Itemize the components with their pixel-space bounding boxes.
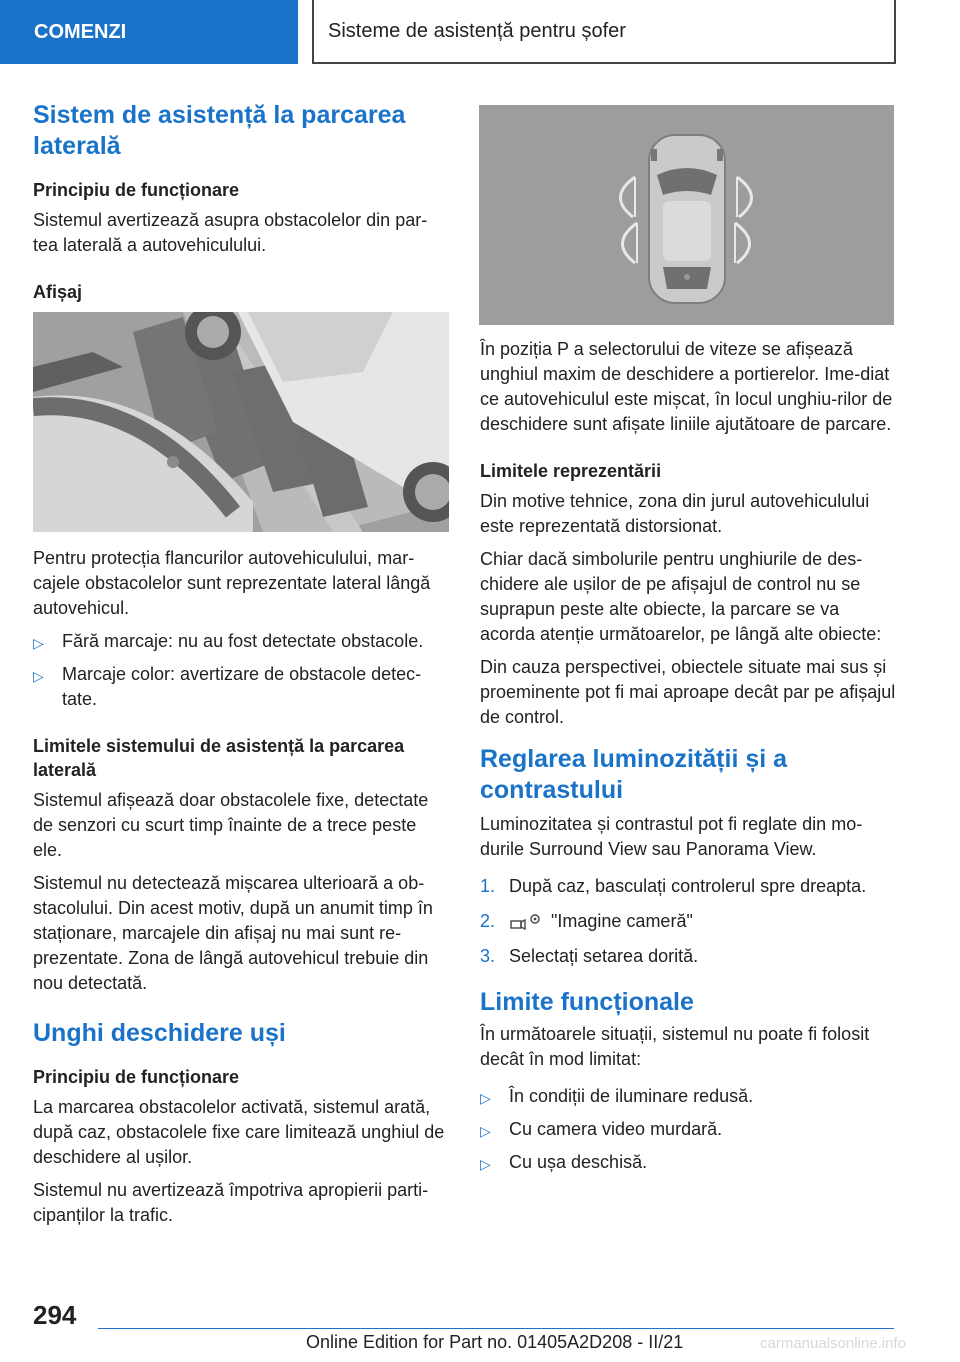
paragraph-limits-2: Sistemul nu detectează mișcarea ulterioară a ob-stacolului. Din acest motiv, după un anumit timp în staționare, marcajele din afișaj nu mai sunt re-prezentate. Zona de lângă autovehicul trebuie din nou detectată. <box>33 873 433 993</box>
triangle-right-icon: ▷ <box>33 635 44 651</box>
page-number: 294 <box>33 1300 77 1330</box>
section-heading-side-parking: Sistem de asistență la parcarea laterală <box>33 101 406 160</box>
bullet-item <box>33 629 449 654</box>
step-number: 3. <box>480 946 496 966</box>
triangle-right-icon: ▷ <box>33 668 44 684</box>
section-tab <box>0 0 298 64</box>
bullet-item <box>480 1117 896 1142</box>
triangle-right-icon: ▷ <box>480 1123 491 1139</box>
subheading-principle-2: Principiu de funcționare <box>33 1067 240 1087</box>
step-text: După caz, basculați controlerul spre dreapta. <box>509 876 867 896</box>
paragraph-principle: Sistemul avertizează asupra obstacolelor din par-tea laterală a autovehiculului. <box>33 210 428 255</box>
paragraph-brightness: Luminozitatea și contrastul pot fi reglate din mo-durile Surround View sau Panorama View. <box>480 814 863 859</box>
paragraph-functional-limits: În următoarele situații, sistemul nu poate fi folosit decât în mod limitat: <box>480 1024 870 1069</box>
subheading-principle: Principiu de funcționare <box>33 180 240 200</box>
bullet-text: Fără marcaje: nu au fost detectate obstacole. <box>62 631 424 651</box>
car-flank-image <box>33 312 449 532</box>
bullet-text: Marcaje color: avertizare de obstacole detec-tate. <box>62 664 422 709</box>
door-angle-illustration <box>479 105 894 325</box>
step-text: "Imagine cameră" <box>551 911 693 931</box>
footer-divider <box>98 1328 894 1329</box>
paragraph-repr-2: Chiar dacă simbolurile pentru unghiurile de des-chidere ale ușilor de pe afișajul de control nu se suprapun peste alte obiecte, la parcare se va acorda atenție următoarelor, pe lângă alte obiecte: <box>480 549 882 644</box>
bullet-item <box>33 662 449 712</box>
bullet-text: Cu ușa deschisă. <box>509 1152 648 1172</box>
bullet-text: În condiții de iluminare redusă. <box>509 1086 754 1106</box>
chapter-header <box>312 0 896 64</box>
step-item <box>480 874 896 899</box>
subheading-representation: Limitele reprezentării <box>480 461 662 481</box>
paragraph-repr-1: Din motive tehnice, zona din jurul autovehiculului este reprezentată distorsionat. <box>480 491 870 536</box>
triangle-right-icon: ▷ <box>480 1090 491 1106</box>
chapter-title: Sisteme de asistență pentru șofer <box>328 20 626 42</box>
paragraph-repr-3: Din cauza perspectivei, obiectele situate mai sus și proeminente pot fi mai aproape decât par pe afișajul de control. <box>480 657 896 727</box>
side-parking-illustration <box>33 312 449 532</box>
edition-footer: Online Edition for Part no. 01405A2D208 - II/21 <box>306 1332 684 1352</box>
subheading-display: Afișaj <box>33 282 83 302</box>
subheading-limits: Limitele sistemului de asistență la parcarea laterală <box>33 736 405 780</box>
paragraph-door-2: Sistemul nu avertizează împotriva apropierii parti-cipanților la trafic. <box>33 1180 429 1225</box>
paragraph-limits-1: Sistemul afișează doar obstacolele fixe, detectate de senzori cu scurt timp înainte de a trece peste ele. <box>33 790 429 860</box>
paragraph-door-3: În poziția P a selectorului de viteze se afișează unghiul maxim de deschidere a portierelor. Ime-diat ce autovehiculul este mișcat, în locul unghiu-rilor de deschidere sunt afișate liniile ajutătoare de parcare. <box>480 339 893 434</box>
section-heading-door-angle: Unghi deschidere uși <box>33 1019 286 1047</box>
left-column <box>33 100 449 1236</box>
paragraph-door-1: La marcarea obstacolelor activată, sistemul arată, după caz, obstacolele fixe care limitează unghiul de deschidere al ușilor. <box>33 1097 445 1167</box>
step-text: Selectați setarea dorită. <box>509 946 699 966</box>
bullet-text: Cu camera video murdară. <box>509 1119 723 1139</box>
step-number: 2. <box>480 911 496 931</box>
triangle-right-icon: ▷ <box>480 1156 491 1172</box>
section-heading-brightness: Reglarea luminozității și a contrastului <box>480 745 788 804</box>
step-number: 1. <box>480 876 496 896</box>
top-view-car-image <box>479 105 894 325</box>
section-heading-functional-limits: Limite funcționale <box>480 988 694 1016</box>
paragraph-display: Pentru protecția flancurilor autovehiculului, mar-cajele obstacolelor sunt reprezentate lateral lângă autovehicul. <box>33 548 431 618</box>
step-item <box>480 909 896 934</box>
watermark: carmanualsonline.info <box>760 1335 906 1352</box>
section-title: COMENZI <box>34 21 127 43</box>
step-item <box>480 944 896 969</box>
right-column <box>480 100 896 1183</box>
bullet-item <box>480 1084 896 1109</box>
camera-settings-icon <box>509 912 543 932</box>
bullet-item <box>480 1150 896 1175</box>
